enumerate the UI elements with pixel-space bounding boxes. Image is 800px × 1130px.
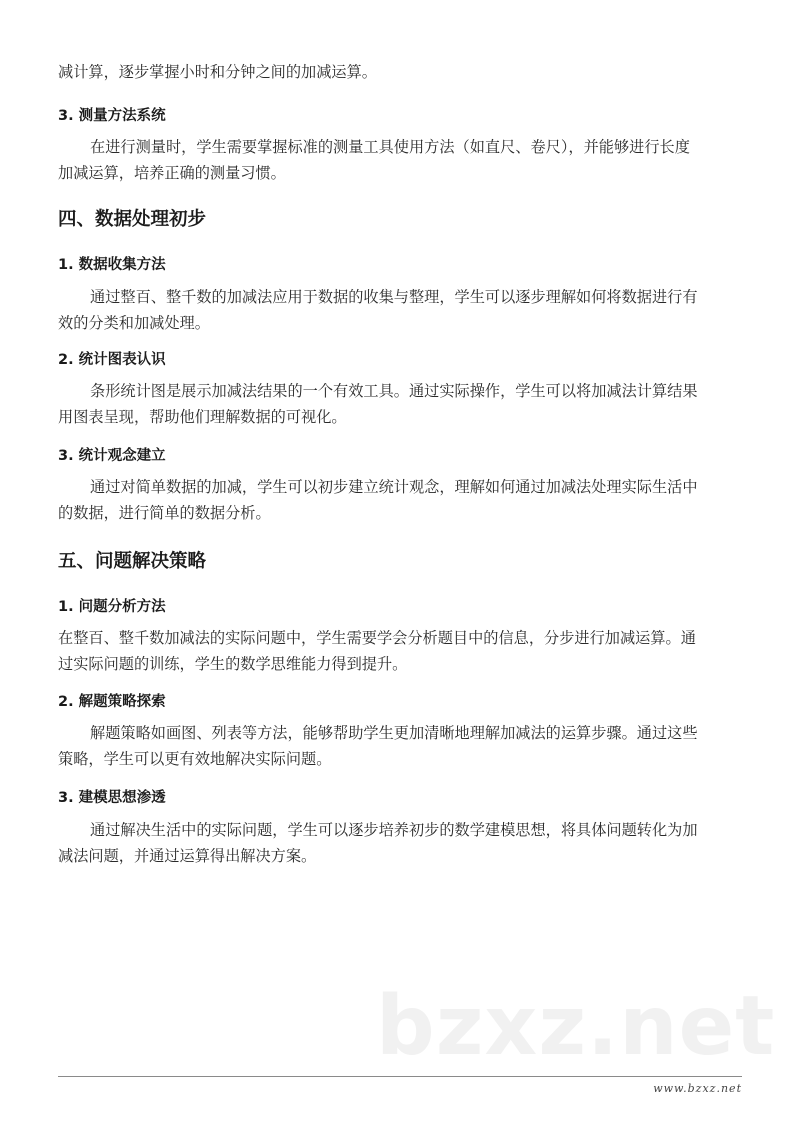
- section-4-sub1-heading: 1. 数据收集方法: [58, 257, 166, 273]
- section-5-sub2-line-2: 策略，学生可以更有效地解决实际问题。: [58, 750, 332, 768]
- section-5-sub2-heading: 2. 解题策略探索: [58, 694, 166, 710]
- section-5-sub3-line-2: 减法问题，并通过运算得出解决方案。: [58, 847, 317, 865]
- section-4-sub1-line-1: 通过整百、整千数的加减法应用于数据的收集与整理，学生可以逐步理解如何将数据进行有: [90, 288, 698, 306]
- section-5-sub1-heading: 1. 问题分析方法: [58, 599, 166, 615]
- section-4-sub1-line-2: 效的分类和加减处理。: [58, 314, 210, 332]
- section-5-title: 五、问题解决策略: [58, 551, 207, 572]
- intro-line-1: 减计算，逐步掌握小时和分钟之间的加减运算。: [58, 63, 377, 81]
- measure-heading: 3. 测量方法系统: [58, 108, 166, 124]
- section-5-sub1-line-2: 过实际问题的训练，学生的数学思维能力得到提升。: [58, 655, 408, 673]
- watermark-logo: bzxz.net: [376, 979, 776, 1074]
- measure-line-2: 加减运算，培养正确的测量习惯。: [58, 164, 286, 182]
- footer-url: www.bzxz.net: [653, 1082, 742, 1095]
- section-4-sub2-line-2: 用图表呈现，帮助他们理解数据的可视化。: [58, 408, 347, 426]
- footer-divider: [58, 1076, 742, 1077]
- section-4-sub2-line-1: 条形统计图是展示加减法结果的一个有效工具。通过实际操作，学生可以将加减法计算结果: [90, 382, 698, 400]
- section-4-title: 四、数据处理初步: [58, 209, 207, 230]
- section-5-sub3-heading: 3. 建模思想渗透: [58, 790, 166, 806]
- section-4-sub2-heading: 2. 统计图表认识: [58, 352, 166, 368]
- section-4-sub3-line-2: 的数据，进行简单的数据分析。: [58, 504, 271, 522]
- section-5-sub2-line-1: 解题策略如画图、列表等方法，能够帮助学生更加清晰地理解加减法的运算步骤。通过这些: [90, 724, 698, 742]
- section-4-sub3-line-1: 通过对简单数据的加减，学生可以初步建立统计观念，理解如何通过加减法处理实际生活中: [90, 478, 698, 496]
- section-5-sub1-line-1: 在整百、整千数加减法的实际问题中，学生需要学会分析题目中的信息，分步进行加减运算。通: [58, 629, 696, 647]
- section-5-sub3-line-1: 通过解决生活中的实际问题，学生可以逐步培养初步的数学建模思想，将具体问题转化为加: [90, 821, 698, 839]
- measure-line-1: 在进行测量时，学生需要掌握标准的测量工具使用方法（如直尺、卷尺），并能够进行长度: [90, 138, 690, 156]
- section-4-sub3-heading: 3. 统计观念建立: [58, 448, 166, 464]
